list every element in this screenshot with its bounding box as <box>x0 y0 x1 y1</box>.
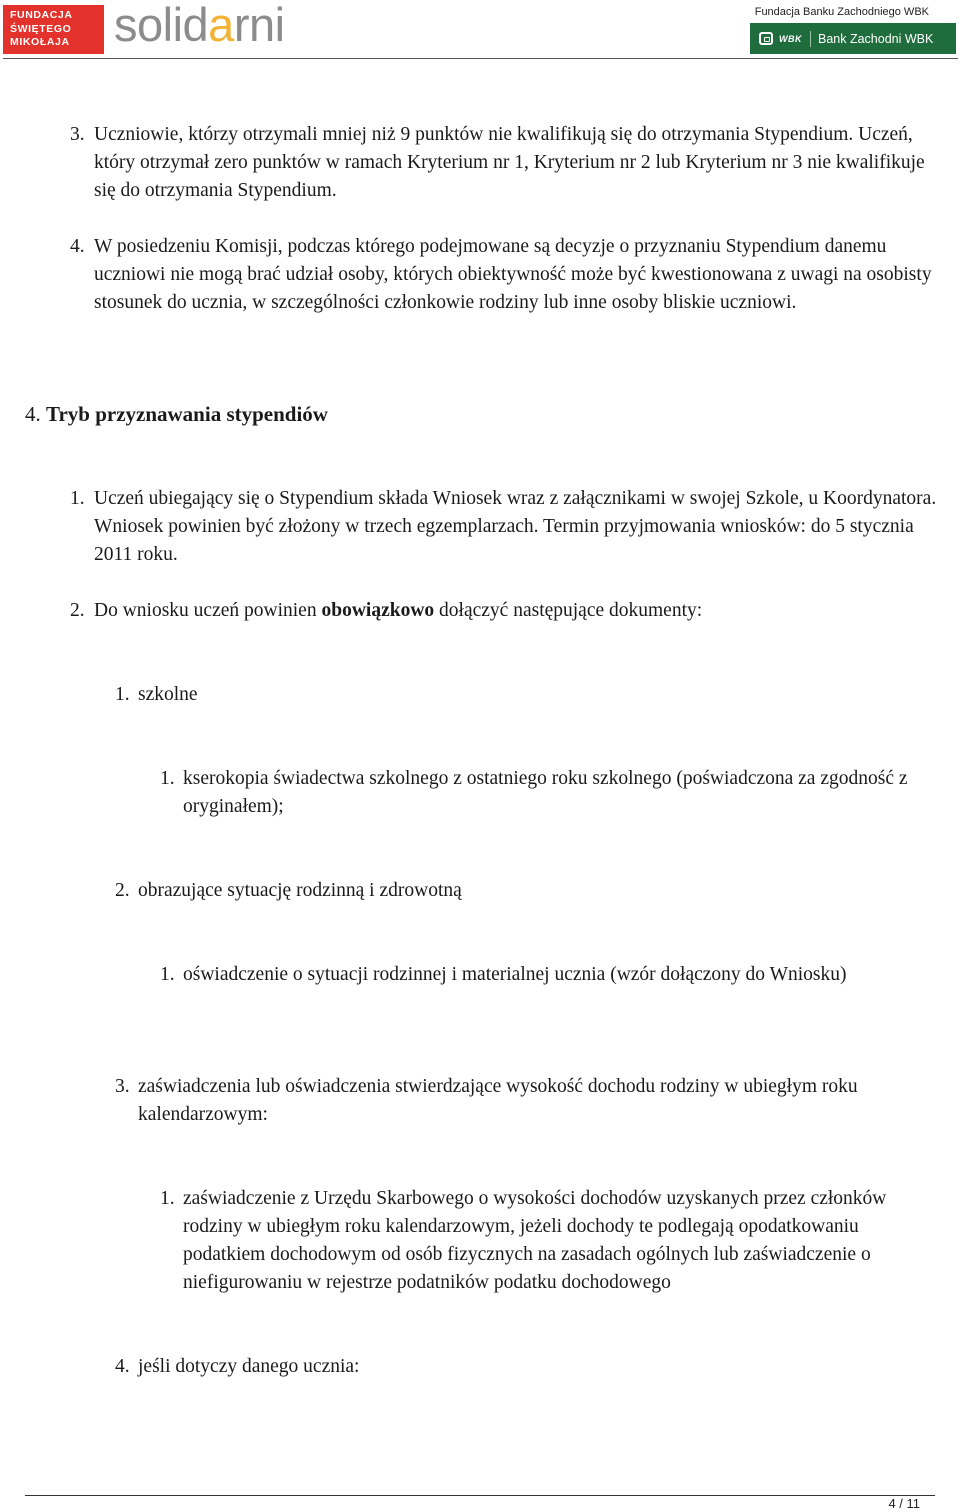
list-item-text: oświadczenie o sytuacji rodzinnej i materialnej ucznia (wzór dołączony do Wniosku) <box>183 964 847 985</box>
wbk-bank-name: Bank Zachodni WBK <box>818 31 934 46</box>
list-item-text: jeśli dotyczy danego ucznia: <box>138 1356 360 1377</box>
fundacja-swietego-mikolaja-logo <box>3 5 104 54</box>
list-number: 1. <box>160 964 175 985</box>
solidarni-logo-text-start: solid <box>114 0 209 51</box>
list-number: 2. <box>115 880 130 901</box>
list-item <box>115 1073 935 1129</box>
sub-list-item <box>160 765 940 821</box>
list-item <box>70 485 940 569</box>
list-item-text: obrazujące sytuację rodzinną i zdrowotną <box>138 880 462 901</box>
list-number: 4. <box>115 1356 130 1377</box>
fsm-logo-line: ŚWIĘTEGO <box>10 22 72 35</box>
sub-list-item <box>160 1185 940 1297</box>
list-item-text: kserokopia świadectwa szkolnego z ostatniego roku szkolnego (poświadczona za zgodność z oryginałem); <box>183 768 908 817</box>
wbk-short-label: WBK <box>779 33 802 44</box>
list-number: 4. <box>70 236 85 257</box>
bank-zachodni-wbk-logo <box>750 23 956 54</box>
text-run: Do wniosku uczeń powinien <box>94 600 322 621</box>
page-header <box>0 0 960 62</box>
list-item <box>115 877 935 905</box>
header-divider <box>3 58 958 59</box>
paragraph-text: Uczniowie, którzy otrzymali mniej niż 9 punktów nie kwalifikują się do otrzymania Stypendium. Uczeń, który otrzymał zero punktów w ramach Kryterium nr 1, Kryterium nr 2 lub Kryterium nr 3 nie kwalifikuje się do otrzymania Stypendium. <box>94 124 925 201</box>
list-number: 1. <box>160 768 175 789</box>
list-item-text: zaświadczenie z Urzędu Skarbowego o wysokości dochodów uzyskanych przez członków rodziny w ubiegłym roku kalendarzowym, jeżeli dochody te podlegają opodatkowaniu podatkiem dochodowym od osób fizycznych na zasadach ogólnych lub zaświadczenie o niefigurowaniu w rejestrze podatników podatku dochodowego <box>183 1188 887 1293</box>
section-heading <box>25 400 328 428</box>
solidarni-logo-accent: a <box>208 0 234 51</box>
paragraph-text <box>94 597 940 625</box>
wbk-symbol-icon <box>759 32 773 45</box>
emphasis-text: obowiązkowo <box>321 600 435 621</box>
section-title: Tryb przyznawania stypendiów <box>46 402 328 426</box>
list-number: 3. <box>70 124 85 145</box>
wbk-foundation-label: Fundacja Banku Zachodniego WBK <box>754 6 929 18</box>
fsm-logo-line: FUNDACJA <box>10 9 73 21</box>
fsm-logo-line: MIKOŁAJA <box>10 36 70 48</box>
list-number: 3. <box>115 1076 130 1097</box>
footer-divider <box>25 1495 935 1496</box>
list-item-text: szkolne <box>138 684 198 705</box>
list-number: 1. <box>115 684 130 705</box>
paragraph-text: Uczeń ubiegający się o Stypendium składa Wniosek wraz z załącznikami w swojej Szkole, u Koordynatora. Wniosek powinien być złożony w trzech egzemplarzach. Termin przyjmowania wniosków: do 5 stycznia 2011 roku. <box>94 488 937 565</box>
page-number: 4 / 11 <box>888 1496 920 1511</box>
list-item <box>70 233 940 317</box>
solidarni-logo-text-end: rni <box>233 0 285 51</box>
list-number: 1. <box>70 488 85 509</box>
paragraph-text: W posiedzeniu Komisji, podczas którego podejmowane są decyzje o przyznaniu Stypendium danemu uczniowi nie mogą brać udział osoby, których obiektywność może być kwestionowana z uwagi na osobisty stosunek do ucznia, w szczególności członkowie rodziny lub inne osoby bliskie uczniowi. <box>94 236 932 313</box>
list-item <box>70 597 940 625</box>
text-run: dołączyć następujące dokumenty: <box>434 600 703 621</box>
wbk-separator <box>810 31 811 47</box>
sub-list-item <box>160 961 940 989</box>
list-item-text: zaświadczenia lub oświadczenia stwierdzające wysokość dochodu rodziny w ubiegłym roku kalendarzowym: <box>138 1076 858 1125</box>
list-item <box>115 1353 935 1381</box>
list-number: 2. <box>70 600 85 621</box>
section-number: 4. <box>25 402 41 426</box>
list-item <box>70 121 940 205</box>
list-number: 1. <box>160 1188 175 1209</box>
list-item <box>115 681 935 709</box>
solidarni-logo <box>114 0 285 50</box>
